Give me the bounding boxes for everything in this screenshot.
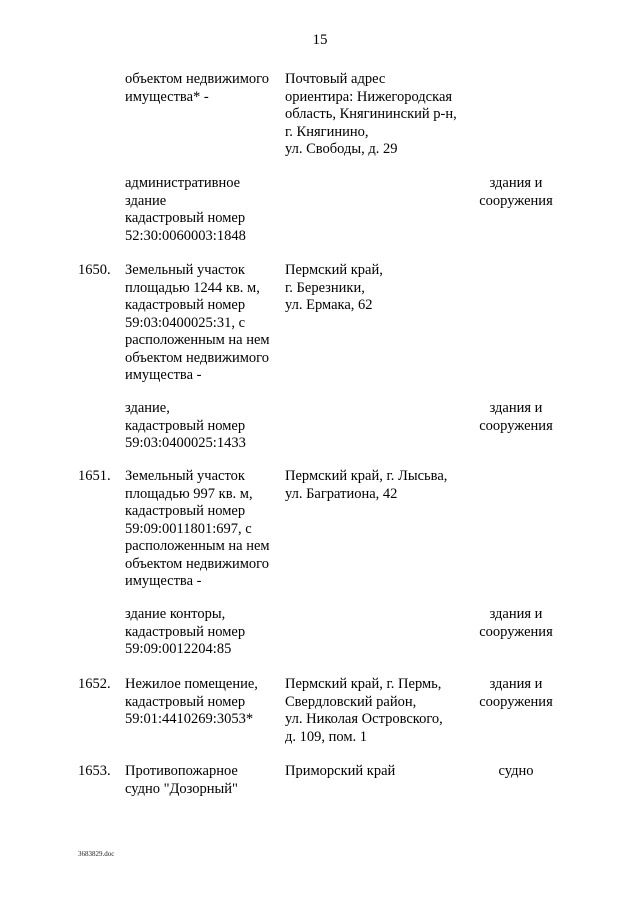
item-description: здание конторы, кадастровый номер 59:09:0012204:85: [125, 606, 246, 657]
item-address: Пермский край, г. Лысьва, ул. Багратиона, 42: [285, 468, 448, 502]
item-number: 1650.: [78, 262, 111, 278]
item-description: объектом недвижимого имущества* -: [125, 71, 270, 105]
item-description: административное здание кадастровый номер 52:30:0060003:1848: [125, 175, 246, 244]
item-category: здания и сооружения: [479, 676, 553, 710]
item-address: Пермский край, г. Пермь, Свердловский район, ул. Николая Островского, д. 109, пом. 1: [285, 676, 443, 745]
item-description: Земельный участок площадью 1244 кв. м, кадастровый номер 59:03:0400025:31, с расположенным на нем объектом недвижимого имущества -: [125, 262, 270, 383]
item-category: здания и сооружения: [479, 606, 553, 640]
item-category: судно: [498, 763, 534, 779]
item-address: Пермский край, г. Березники, ул. Ермака, 62: [285, 262, 383, 313]
item-description: Противопожарное судно "Дозорный": [125, 763, 238, 797]
item-description: Нежилое помещение, кадастровый номер 59:01:4410269:3053*: [125, 676, 258, 727]
item-description: здание, кадастровый номер 59:03:0400025:1433: [125, 400, 246, 451]
item-category: здания и сооружения: [479, 400, 553, 434]
item-description: Земельный участок площадью 997 кв. м, кадастровый номер 59:09:0011801:697, с расположенным на нем объектом недвижимого имущества -: [125, 468, 270, 589]
item-number: 1651.: [78, 468, 111, 484]
footer-filename: 3683829.doc: [78, 850, 115, 858]
item-category: здания и сооружения: [479, 175, 553, 209]
item-number: 1653.: [78, 763, 111, 779]
item-address: Приморский край: [285, 763, 396, 779]
page-number: 15: [312, 32, 328, 48]
item-number: 1652.: [78, 676, 111, 692]
item-address: Почтовый адрес ориентира: Нижегородская область, Княгининский р-н, г. Княгинино, ул. Свободы, д. 29: [285, 71, 457, 157]
